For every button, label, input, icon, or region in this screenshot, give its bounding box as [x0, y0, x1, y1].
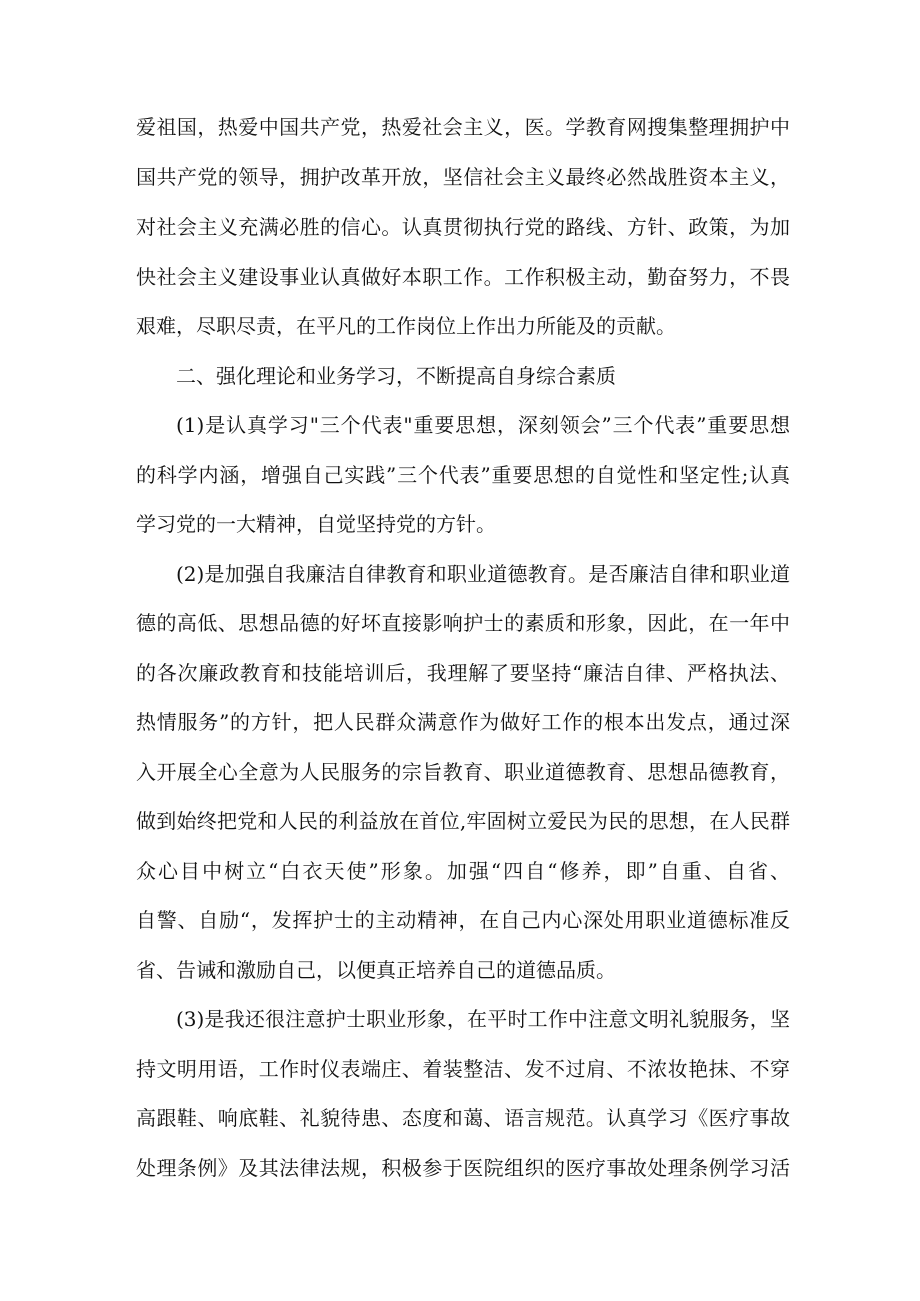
paragraph-line: 高跟鞋、响底鞋、礼貌待患、态度和蔼、语言规范。认真学习《医疗事故 [136, 1106, 790, 1130]
paragraph-line: 对社会主义充满必胜的信心。认真贯彻执行党的路线、方针、政策，为加 [136, 215, 790, 239]
paragraph-line: 热情服务”的方针，把人民群众满意作为做好工作的根本出发点，通过深 [136, 710, 790, 734]
paragraph-line: 快社会主义建设事业认真做好本职工作。工作积极主动，勤奋努力，不畏 [136, 265, 790, 289]
paragraph-line: 持文明用语，工作时仪表端庄、着装整洁、发不过肩、不浓妆艳抹、不穿 [136, 1057, 790, 1081]
paragraph-line: 众心目中树立“白衣天使”形象。加强“四自“修养，即”自重、自省、 [136, 859, 790, 883]
paragraph-line: 学习党的一大精神，自觉坚持党的方针。 [136, 512, 496, 536]
paragraph-line: 德的高低、思想品德的好坏直接影响护士的素质和形象，因此，在一年中 [136, 611, 790, 635]
paragraph-line: 爱祖国，热爱中国共产党，热爱社会主义，医。学教育网搜集整理拥护中 [136, 115, 790, 139]
paragraph-line: 自警、自励“，发挥护士的主动精神，在自己内心深处用职业道德标准反 [136, 908, 790, 932]
paragraph-line: 处理条例》及其法律法规，积极参于医院组织的医疗事故处理条例学习活 [136, 1156, 790, 1180]
paragraph-line: 艰难，尽职尽责，在平凡的工作岗位上作出力所能及的贡献。 [136, 314, 676, 338]
paragraph-line: 省、告诫和激励自己，以便真正培养自己的道德品质。 [136, 958, 616, 982]
paragraph-line: 做到始终把党和人民的利益放在首位,牢固树立爱民为民的思想，在人民群 [136, 809, 790, 833]
paragraph-line: (2)是加强自我廉洁自律教育和职业道德教育。是否廉洁自律和职业道 [176, 562, 790, 586]
paragraph-line: 的科学内涵，增强自己实践”三个代表”重要思想的自觉性和坚定性;认真 [136, 463, 790, 487]
paragraph-line: (1)是认真学习"三个代表"重要思想，深刻领会”三个代表”重要思想 [176, 413, 790, 437]
section-heading: 二、强化理论和业务学习，不断提高自身综合素质 [176, 364, 616, 388]
paragraph-line: (3)是我还很注意护士职业形象，在平时工作中注意文明礼貌服务，坚 [176, 1007, 790, 1031]
paragraph-line: 国共产党的领导，拥护改革开放，坚信社会主义最终必然战胜资本主义， [136, 165, 790, 189]
paragraph-line: 入开展全心全意为人民服务的宗旨教育、职业道德教育、思想品德教育， [136, 760, 790, 784]
paragraph-line: 的各次廉政教育和技能培训后，我理解了要坚持“廉洁自律、严格执法、 [136, 661, 790, 685]
